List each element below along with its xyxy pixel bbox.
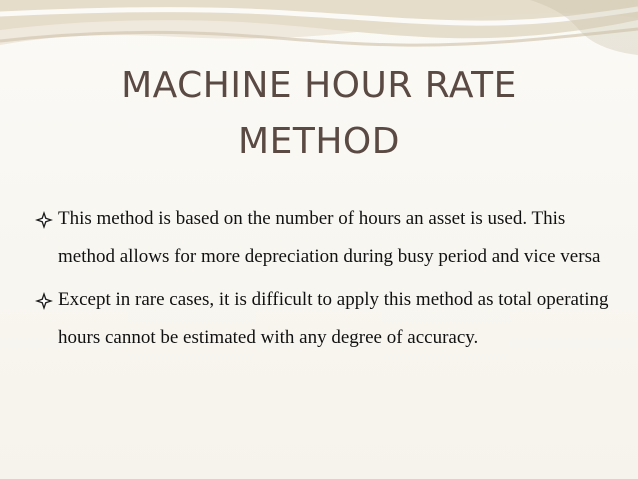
bullet-item — [34, 200, 609, 276]
bullet-list — [34, 200, 609, 362]
bullet-item — [34, 281, 609, 357]
title-line-1: MACHINE HOUR RATE — [121, 65, 517, 106]
bullet-text: Except in rare cases, it is difficult to apply this method as total operating hours cannot be estimated with any degree of accuracy. — [58, 289, 609, 348]
slide-title — [40, 58, 598, 170]
title-line-2: METHOD — [238, 121, 400, 162]
diamond-bullet-icon — [34, 291, 54, 311]
bullet-text: This method is based on the number of hours an asset is used. This method allows for more depreciation during busy period and vice versa — [58, 208, 601, 267]
diamond-bullet-icon — [34, 210, 54, 230]
